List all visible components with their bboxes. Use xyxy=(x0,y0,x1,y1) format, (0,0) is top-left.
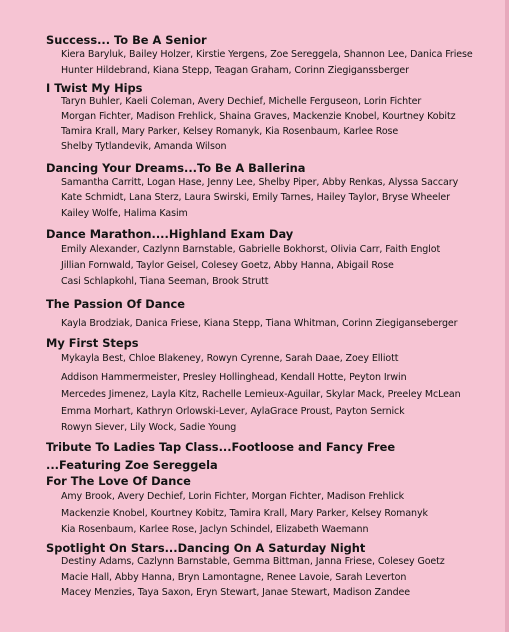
performer-line: Samantha Carritt, Logan Hase, Jenny Lee, Shelby Piper, Abby Renkas, Alyssa Saccary xyxy=(61,177,459,188)
section-title: The Passion Of Dance xyxy=(46,297,185,311)
performer-line: Tamira Krall, Mary Parker, Kelsey Romanyk, Kia Rosenbaum, Karlee Rose xyxy=(61,126,399,137)
performer-line: Shelby Tytlandevik, Amanda Wilson xyxy=(61,141,227,152)
performer-line: Kiera Baryluk, Bailey Holzer, Kirstie Yergens, Zoe Sereggela, Shannon Lee, Danica Friese xyxy=(61,49,473,60)
performer-line: Amy Brook, Avery Dechief, Lorin Fichter, Morgan Fichter, Madison Frehlick xyxy=(61,491,405,502)
performer-line: Kayla Brodziak, Danica Friese, Kiana Stepp, Tiana Whitman, Corinn Ziegiganseberger xyxy=(61,318,458,329)
performer-line: Destiny Adams, Cazlynn Barnstable, Gemma Bittman, Janna Friese, Colesey Goetz xyxy=(61,556,445,567)
performer-line: Emma Morhart, Kathryn Orlowski-Lever, AylaGrace Proust, Payton Sernick xyxy=(61,406,405,417)
section-title: I Twist My Hips xyxy=(46,81,143,95)
performer-line: Jillian Fornwald, Taylor Geisel, Colesey Goetz, Abby Hanna, Abigail Rose xyxy=(61,260,394,271)
section-title: Success... To Be A Senior xyxy=(46,33,207,47)
performer-line: Macey Menzies, Taya Saxon, Eryn Stewart, Janae Stewart, Madison Zandee xyxy=(61,587,411,598)
performer-line: Macie Hall, Abby Hanna, Bryn Lamontagne, Renee Lavoie, Sarah Leverton xyxy=(61,572,407,583)
performer-line: Morgan Fichter, Madison Frehlick, Shaina Graves, Mackenzie Knobel, Kourtney Kobitz xyxy=(61,111,456,122)
section-title: For The Love Of Dance xyxy=(46,474,191,488)
performer-line: Emily Alexander, Cazlynn Barnstable, Gabrielle Bokhorst, Olivia Carr, Faith Englot xyxy=(61,244,441,255)
performer-line: Casi Schlapkohl, Tiana Seeman, Brook Strutt xyxy=(61,276,269,287)
section-title: Dancing Your Dreams...To Be A Ballerina xyxy=(46,161,306,175)
section-title: Tribute To Ladies Tap Class...Footloose and Fancy Free xyxy=(46,440,396,454)
performer-line: Mackenzie Knobel, Kourtney Kobitz, Tamira Krall, Mary Parker, Kelsey Romanyk xyxy=(61,508,428,519)
performer-line: Addison Hammermeister, Presley Hollinghead, Kendall Hotte, Peyton Irwin xyxy=(61,372,407,383)
performer-line: Mercedes Jimenez, Layla Kitz, Rachelle Lemieux-Aguilar, Skylar Mack, Preeley McLean xyxy=(61,389,461,400)
section-title: Spotlight On Stars...Dancing On A Saturday Night xyxy=(46,541,366,555)
performer-line: Kate Schmidt, Lana Sterz, Laura Swirski, Emily Tarnes, Hailey Taylor, Bryse Wheeler xyxy=(61,192,450,203)
performer-line: Rowyn Siever, Lily Wock, Sadie Young xyxy=(61,422,237,433)
section-title: My First Steps xyxy=(46,336,139,350)
performer-line: Mykayla Best, Chloe Blakeney, Rowyn Cyrenne, Sarah Daae, Zoey Elliott xyxy=(61,353,399,364)
performer-line: Kia Rosenbaum, Karlee Rose, Jaclyn Schindel, Elizabeth Waemann xyxy=(61,524,369,535)
performer-line: Taryn Buhler, Kaeli Coleman, Avery Dechief, Michelle Ferguseon, Lorin Fichter xyxy=(61,96,422,107)
section-subtitle: ...Featuring Zoe Sereggela xyxy=(46,458,218,472)
page-edge-shadow xyxy=(505,0,509,632)
performer-line: Kailey Wolfe, Halima Kasim xyxy=(61,208,188,219)
section-title: Dance Marathon....Highland Exam Day xyxy=(46,227,294,241)
performer-line: Hunter Hildebrand, Kiana Stepp, Teagan Graham, Corinn Ziegiganssberger xyxy=(61,65,409,76)
